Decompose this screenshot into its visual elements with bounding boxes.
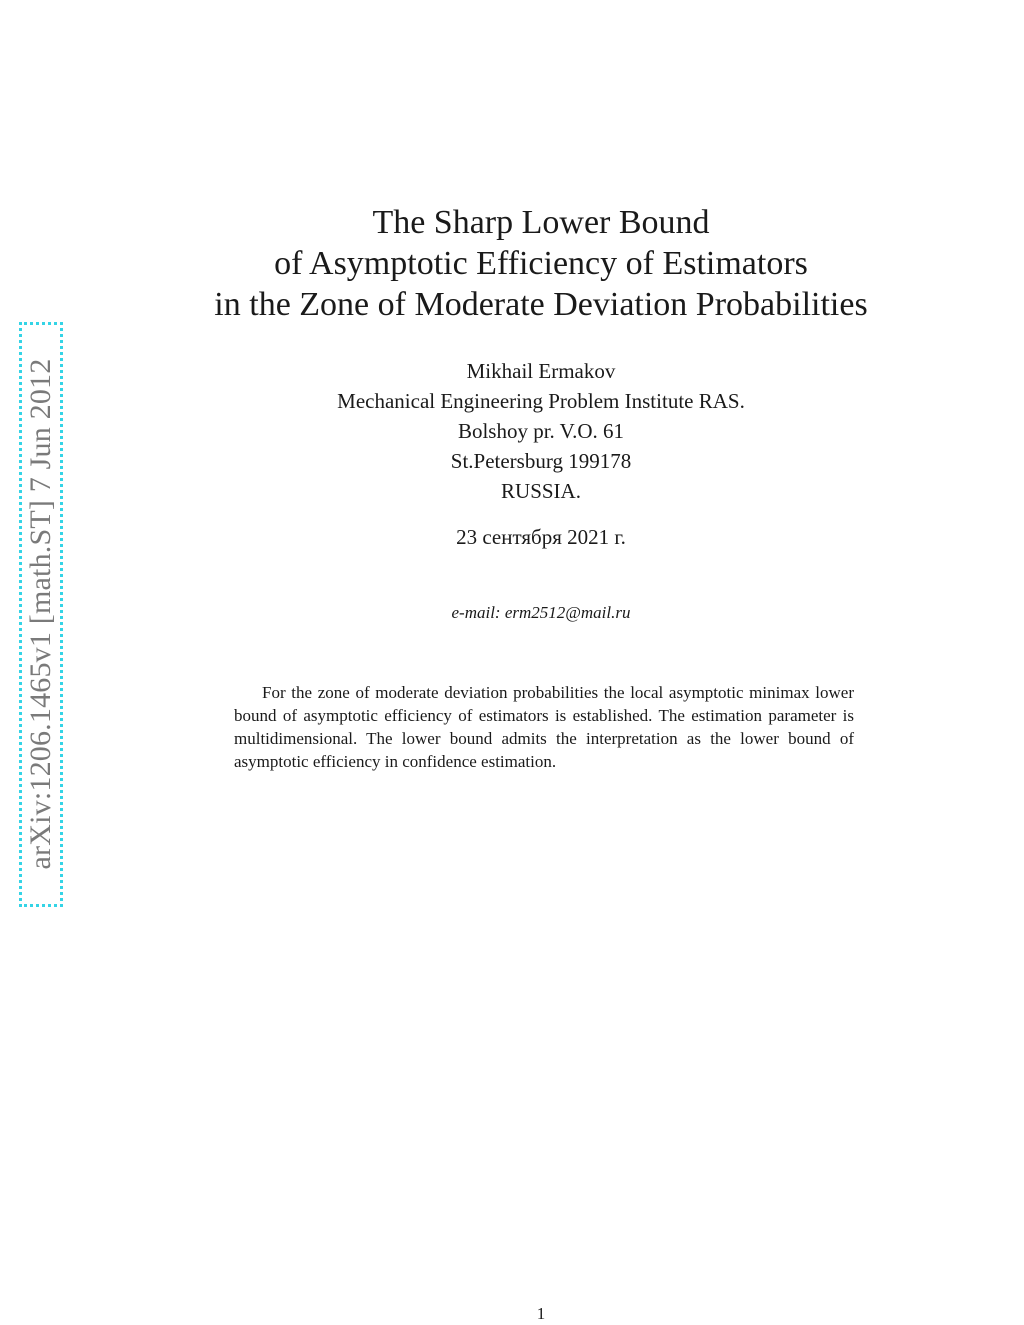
title-line-1: The Sharp Lower Bound	[372, 204, 710, 241]
page-number: 1	[536, 1304, 546, 1323]
author-name: Mikhail Ermakov	[466, 359, 616, 383]
title-line-2: of Asymptotic Efficiency of Estimators	[274, 245, 808, 282]
arxiv-identifier: arXiv:1206.1465v1 [math.ST] 7 Jun 2012	[24, 358, 57, 870]
author-country: RUSSIA.	[501, 479, 581, 503]
author-address-line-2: St.Petersburg 199178	[450, 449, 632, 473]
author-email: e-mail: erm2512@mail.ru	[451, 603, 631, 622]
author-address-line-1: Bolshoy pr. V.O. 61	[457, 419, 625, 443]
paper-date: 23 сентября 2021 г.	[456, 525, 626, 549]
title-line-3: in the Zone of Moderate Deviation Probabilities	[214, 286, 868, 323]
abstract-text: For the zone of moderate deviation probabilities the local asymptotic minimax lower bound of asymptotic efficiency of estimators is established. The estimation parameter is multidimensional. The lower bound admits the interpretation as the lower bound of asymptotic efficiency in confidence estimation.	[234, 683, 854, 771]
author-block	[180, 356, 902, 506]
paper-title	[180, 202, 902, 325]
author-affiliation: Mechanical Engineering Problem Institute RAS.	[337, 389, 745, 413]
